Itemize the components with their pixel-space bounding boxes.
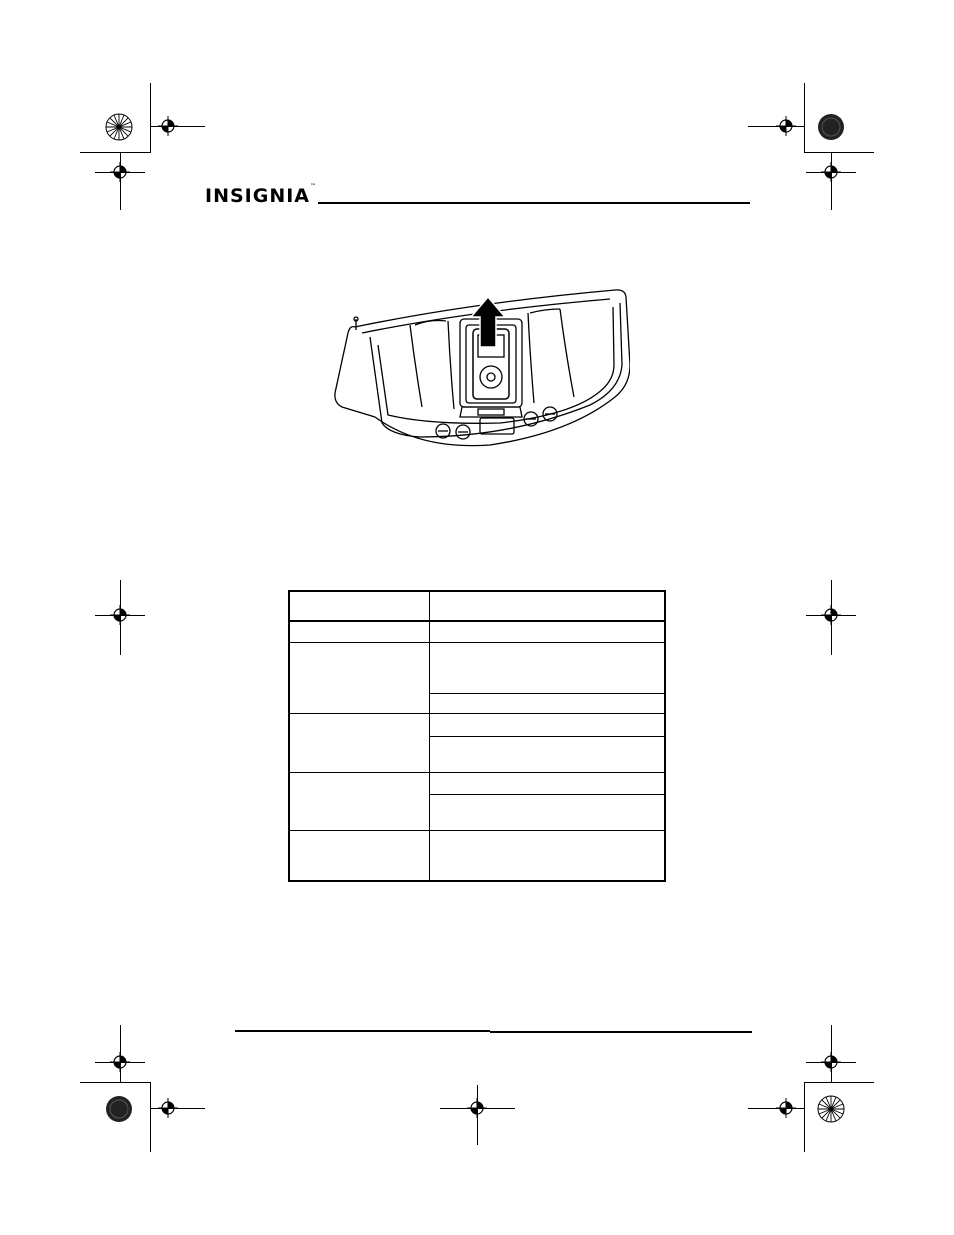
registration-target-icon [821, 1052, 841, 1072]
footer-rule [235, 1030, 490, 1032]
brand-logo [205, 185, 317, 207]
registration-target-icon [158, 1098, 178, 1118]
table-row-rule [288, 830, 666, 831]
starburst-register-icon [104, 112, 134, 142]
registration-target-icon [158, 116, 178, 136]
brand-name: INSIGNIA [205, 185, 310, 207]
table-row-rule [288, 713, 666, 714]
registration-target-icon [110, 1052, 130, 1072]
registration-target-icon [110, 605, 130, 625]
header-rule [318, 202, 750, 204]
table-subrow-rule [429, 736, 666, 737]
footer-rule [490, 1031, 752, 1033]
registration-target-icon [110, 162, 130, 182]
registration-target-icon [467, 1098, 487, 1118]
arrow-up-icon [471, 297, 505, 347]
registration-target-icon [776, 1098, 796, 1118]
starburst-register-icon [816, 1094, 846, 1124]
table-subrow-rule [429, 693, 666, 694]
table-row-rule [288, 772, 666, 773]
registration-target-icon [821, 605, 841, 625]
registration-target-icon [776, 116, 796, 136]
table-row-rule [288, 642, 666, 643]
solid-register-dot-icon [816, 112, 846, 142]
registration-target-icon [821, 162, 841, 182]
troubleshooting-table [288, 590, 666, 882]
solid-register-dot-icon [104, 1094, 134, 1124]
table-subrow-rule [429, 794, 666, 795]
trademark-symbol: ™ [310, 183, 317, 190]
ipod-dock-speaker-illustration [330, 285, 630, 455]
table-header-rule [288, 620, 666, 622]
